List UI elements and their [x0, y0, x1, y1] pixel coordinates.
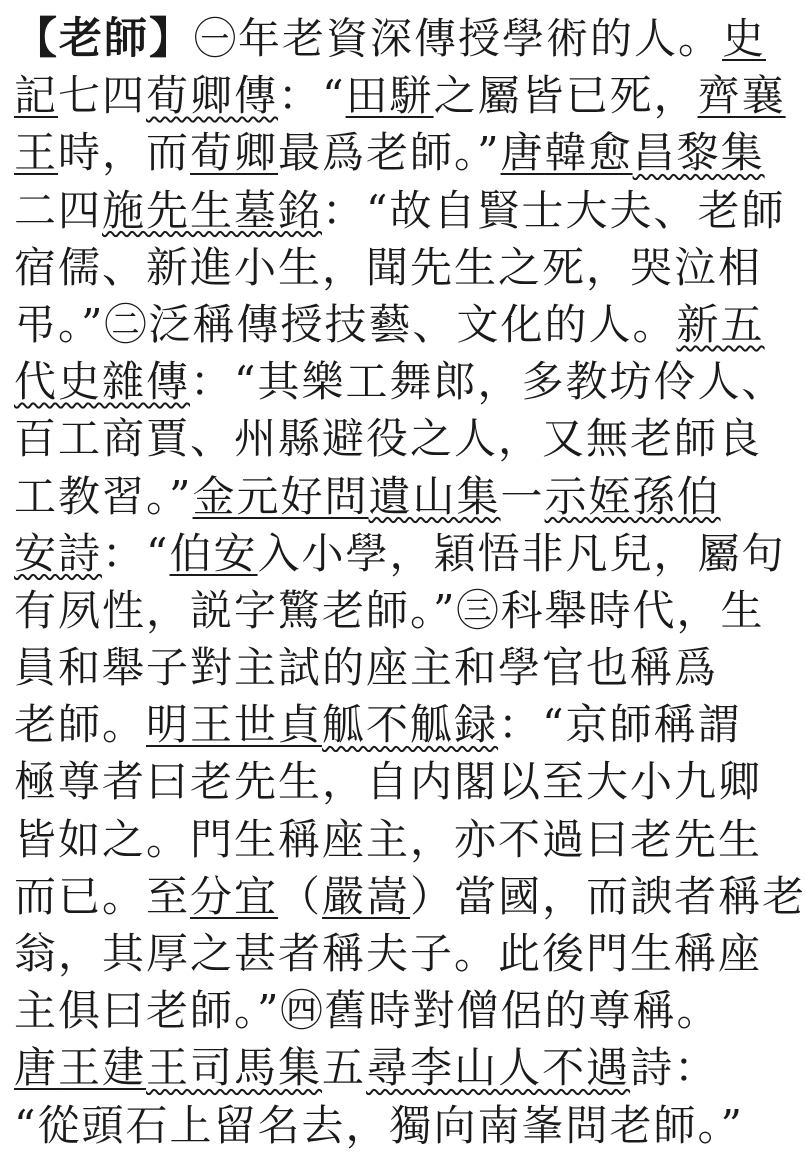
proper-name: 王建 [58, 1043, 147, 1093]
entry-text: ㊃舊時對僧侶的尊稱。 [280, 986, 721, 1036]
entry-text: 老師。 [14, 700, 147, 750]
entry-text: ㊂科舉時代，生 [456, 585, 765, 635]
proper-name: 荀卿 [190, 128, 279, 178]
entry-line [14, 525, 786, 582]
entry-text: 最爲老師。 [278, 128, 478, 178]
proper-name: 王 [14, 128, 59, 178]
entry-text: ）當國，而諛者稱老 [410, 871, 806, 921]
entry-text: 弔。 [14, 299, 82, 349]
entry-line [14, 868, 806, 925]
entry-line [14, 353, 786, 410]
proper-name: 史 [722, 14, 767, 63]
entry-text: 之屬皆已死， [433, 71, 698, 121]
book-title: 昌黎集 [632, 128, 765, 178]
book-title: 荀卿傳 [146, 71, 279, 121]
entry-text: ” [81, 299, 105, 349]
book-title: 安詩 [14, 528, 103, 578]
entry-text: 其樂工舞郎，多教坊伶人、 [257, 357, 786, 407]
entry-line [14, 468, 721, 525]
proper-name: 齊襄 [697, 71, 786, 121]
book-title: 遺山集 [368, 471, 501, 521]
entry-text: 工教習。 [14, 471, 170, 521]
entry-line [14, 582, 765, 639]
headword: 【老師】 [14, 14, 194, 64]
proper-name: 唐 [14, 1043, 59, 1093]
proper-name: 明 [146, 700, 191, 750]
entry-text: 極尊者曰老先生，自内閣以至大小九卿 [14, 757, 763, 807]
entry-line [14, 296, 765, 353]
entry-line [14, 753, 763, 810]
entry-text: ： [102, 528, 147, 578]
entry-text: 時，而 [58, 128, 191, 178]
entry-text: （ [278, 871, 323, 921]
entry-text: 二四 [14, 185, 103, 235]
entry-text: ” [477, 128, 501, 178]
entry-text: 宿儒、新進小生，聞先生之死，哭泣相 [14, 242, 763, 292]
entry-text: 百工商賈、州縣避役之人，又無老師良 [14, 414, 763, 464]
proper-name: 金 [192, 471, 237, 521]
entry-text: “ [366, 185, 390, 235]
entry-text: ㊁泛稱傳授技藝、文化的人。 [104, 299, 677, 349]
entry-text: 皆如之。門生稱座主，亦不過曰老先生 [14, 814, 763, 864]
entry-line [14, 10, 767, 67]
entry-text: ” [433, 585, 457, 635]
proper-name: 田駢 [345, 71, 434, 121]
entry-line [14, 67, 786, 124]
proper-name: 分宜 [190, 871, 279, 921]
entry-text: ： [498, 700, 543, 750]
entry-line [14, 982, 721, 1039]
entry-text: 入小學，穎悟非凡兒，屬句 [257, 528, 786, 578]
book-title: 示姪孫伯 [544, 471, 721, 521]
entry-text: 有夙性，説字驚老師。 [14, 585, 434, 635]
proper-name: 嚴嵩 [322, 871, 411, 921]
entry-line [14, 811, 763, 868]
entry-text: 一 [500, 471, 545, 521]
entry-line [14, 696, 742, 753]
entry-text: “ [146, 528, 170, 578]
entry-line [14, 1039, 719, 1096]
entry-text: 翁，其厚之甚者稱夫子。此後門生稱座 [14, 929, 763, 978]
dictionary-entry [14, 10, 806, 1154]
entry-text: ㊀年老資深傳授學術的人。 [194, 14, 723, 63]
entry-text: “ [234, 357, 258, 407]
entry-line [14, 124, 765, 181]
entry-text: ” [257, 986, 281, 1036]
entry-line [14, 639, 719, 696]
entry-text: 從頭石上留名去，獨向南峯問老師。 [37, 1100, 721, 1150]
entry-line [14, 1097, 744, 1154]
proper-name: 伯安 [169, 528, 258, 578]
entry-line [14, 239, 763, 296]
entry-text: “ [542, 700, 566, 750]
entry-text: ： [322, 185, 367, 235]
entry-text: ： [278, 71, 323, 121]
entry-line [14, 410, 763, 467]
book-title: 王司馬集 [146, 1043, 323, 1093]
proper-name: 記 [14, 71, 59, 121]
proper-name: 王世貞 [190, 700, 323, 750]
book-title: 尋李山人不遇 [366, 1043, 631, 1093]
entry-text: “ [322, 71, 346, 121]
proper-name: 元好問 [236, 471, 369, 521]
entry-text: ： [190, 357, 235, 407]
book-title: 新五 [676, 299, 765, 349]
proper-name: 韓愈 [544, 128, 633, 178]
entry-text: 主俱曰老師。 [14, 986, 258, 1036]
entry-text: 詩： [630, 1043, 719, 1093]
entry-text: 故自賢士大夫、老師 [389, 185, 786, 235]
book-title: 代史雜傳 [14, 357, 191, 407]
entry-text: ” [720, 1100, 744, 1150]
entry-text: 京師稱謂 [565, 700, 742, 750]
proper-name: 唐 [500, 128, 545, 178]
entry-line [14, 182, 786, 239]
book-title: 施先生墓銘 [102, 185, 323, 235]
entry-text: 七四 [58, 71, 147, 121]
book-title: 觚不觚録 [322, 700, 499, 750]
entry-text: 而已。至 [14, 871, 191, 921]
entry-line [14, 925, 763, 982]
entry-text: 員和舉子對主試的座主和學官也稱爲 [14, 643, 719, 693]
entry-text: “ [14, 1100, 38, 1150]
entry-text: 五 [322, 1043, 367, 1093]
entry-text: ” [169, 471, 193, 521]
